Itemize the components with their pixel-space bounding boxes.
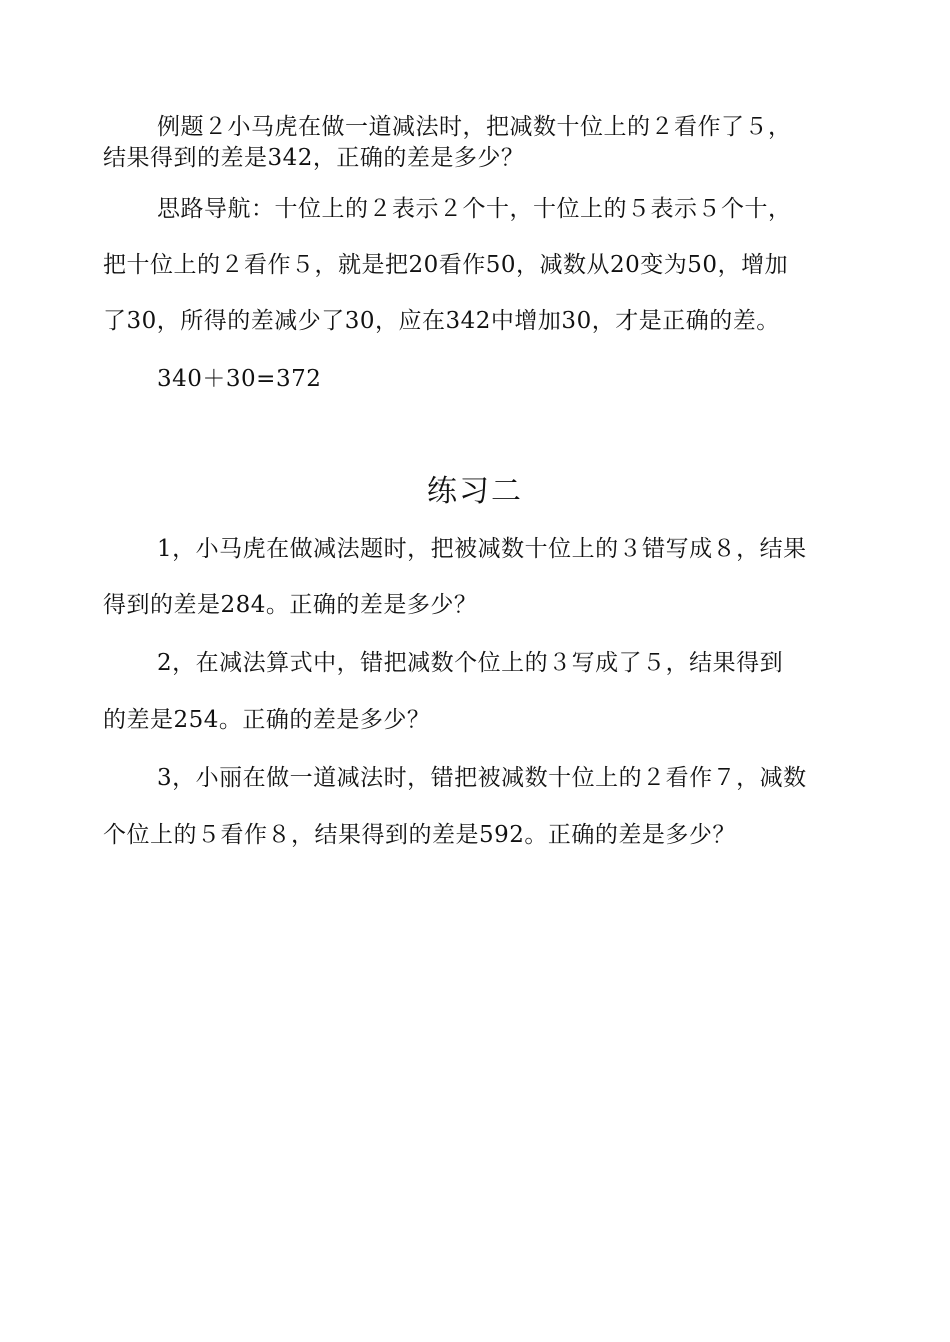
analysis-line-3: 了30，所得的差减少了30，应在342中增加30，才是正确的差。 [103,308,780,334]
analysis-line-1: 思路导航：十位上的２表示２个十，十位上的５表示５个十， [157,196,792,222]
example-line-2: 结果得到的差是342，正确的差是多少？ [103,145,525,171]
example-line-1: 例题２小马虎在做一道减法时，把减数十位上的２看作了５， [157,114,792,140]
question-3-line-2: 个位上的５看作８，结果得到的差是592。正确的差是多少？ [103,822,736,848]
practice-title: 练习二 [427,474,523,509]
analysis-line-2: 把十位上的２看作５，就是把20看作50，减数从20变为50，增加 [103,252,789,278]
question-2-line-1: 2，在减法算式中，错把减数个位上的３写成了５，结果得到 [157,650,784,676]
question-1-line-1: 1，小马虎在做减法题时，把被减数十位上的３错写成８，结果 [157,536,807,562]
analysis-formula: 340＋30=372 [157,366,322,392]
question-1-line-2: 得到的差是284。正确的差是多少？ [103,592,478,618]
question-2-line-2: 的差是254。正确的差是多少？ [103,707,431,733]
question-3-line-1: 3，小丽在做一道减法时，错把被减数十位上的２看作７，减数 [157,765,807,791]
